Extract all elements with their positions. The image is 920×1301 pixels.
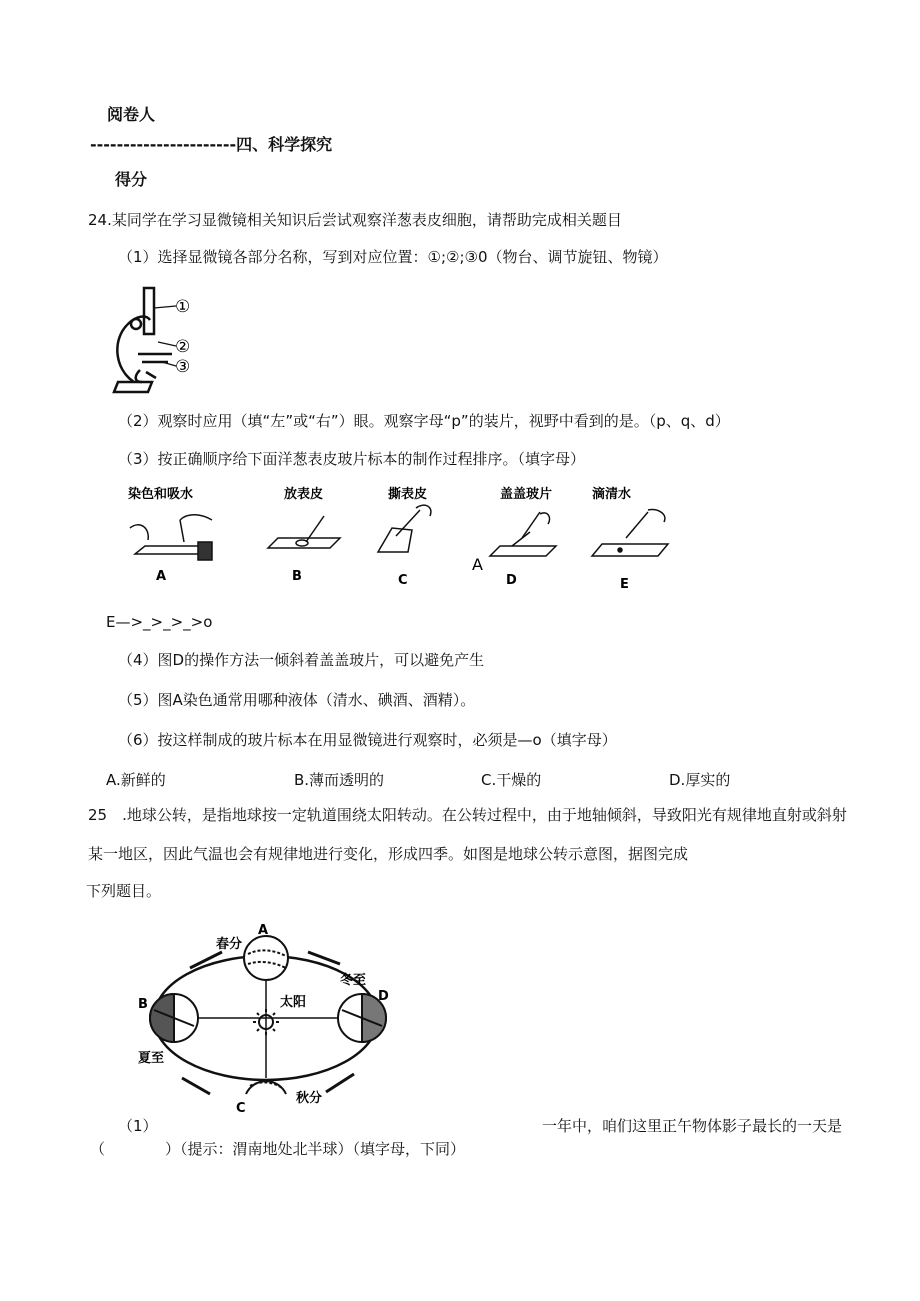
step-e-drawing — [592, 510, 668, 556]
label-a: A — [258, 923, 269, 938]
label-b: B — [138, 997, 148, 1012]
step-d-letter: D — [506, 573, 517, 588]
q25-line2: 某一地区，因此气温也会有规律地进行变化，形成四季。如图是地球公转示意图，据图完成 — [88, 845, 689, 863]
step-d-title: 盖盖玻片 — [500, 487, 553, 502]
reviewer-label: 阅卷人 — [107, 105, 156, 124]
microscope-label-2: ② — [175, 337, 191, 357]
label-winter: 冬至 — [340, 973, 367, 988]
earth-c-icon — [246, 1081, 286, 1094]
q24-part4: （4）图D的操作方法一倾斜着盖盖玻片，可以避免产生 — [118, 651, 485, 669]
step-a-title: 染色和吸水 — [128, 487, 194, 502]
step-c-title: 撕表皮 — [388, 487, 428, 502]
earth-orbit-diagram — [130, 918, 400, 1114]
step-b-drawing — [268, 516, 340, 548]
q24-stem: 24.某同学在学习显微镜相关知识后尝试观察洋葱表皮细胞，请帮助完成相关题目 — [88, 211, 622, 229]
label-autumn: 秋分 — [296, 1091, 323, 1106]
q25-sub1-number: （1） — [118, 1117, 158, 1135]
q24-part2: （2）观察时应用（填“左”或“右”）眼。观察字母“p”的装片，视野中看到的是。（p、q、d） — [118, 412, 730, 430]
option-d: D.厚实的 — [669, 771, 731, 789]
label-d: D — [378, 989, 389, 1004]
q25-sub1-answer-line: （ ）（提示：渭南地处北半球）（填字母，下同） — [90, 1140, 466, 1158]
option-a: A.新鲜的 — [106, 771, 166, 789]
label-summer: 夏至 — [138, 1051, 165, 1066]
step-d-drawing — [490, 512, 556, 556]
q24-part3: （3）按正确顺序给下面洋葱表皮玻片标本的制作过程排序。（填字母） — [118, 450, 586, 468]
microscope-label-3: ③ — [175, 357, 191, 377]
q24-part6: （6）按这样制成的玻片标本在用显微镜进行观察时，必须是—o（填字母） — [118, 731, 617, 749]
slide-steps-figure — [120, 480, 680, 598]
stray-letter: A — [472, 555, 483, 574]
section-title: ----------------------四、科学探究 — [90, 135, 333, 154]
microscope-figure — [104, 284, 214, 396]
q24-part5: （5）图A染色通常用哪种液体（清水、碘酒、酒精）。 — [118, 691, 476, 709]
q24-part1: （1）选择显微镜各部分名称，写到对应位置：①;②;③0（物台、调节旋钮、物镜） — [118, 248, 668, 266]
microscope-label-1: ① — [175, 297, 191, 317]
score-label: 得分 — [115, 170, 148, 189]
option-c: C.干燥的 — [481, 771, 542, 789]
step-a-letter: A — [156, 569, 167, 584]
step-a-drawing — [130, 515, 212, 560]
order-answer-line: E—>_>_>_>o — [106, 613, 213, 631]
option-b: B.薄而透明的 — [294, 771, 385, 789]
step-c-drawing — [378, 505, 431, 552]
step-e-letter: E — [620, 577, 629, 592]
q25-line1: 25 .地球公转，是指地球按一定轨道围绕太阳转动。在公转过程中，由于地轴倾斜，导致阳光有规律地直射或斜射 — [88, 806, 847, 824]
label-c: C — [236, 1101, 246, 1114]
earth-a-icon — [244, 936, 288, 980]
step-b-title: 放表皮 — [284, 487, 324, 502]
q25-line3: 下列题目。 — [86, 882, 162, 900]
step-e-title: 滴清水 — [592, 487, 632, 502]
step-b-letter: B — [292, 569, 302, 584]
q25-sub1-text: 一年中，咱们这里正午物体影子最长的一天是 — [542, 1117, 843, 1135]
earth-b-icon — [150, 994, 198, 1042]
step-c-letter: C — [398, 573, 408, 588]
label-spring: 春分 — [216, 937, 243, 952]
label-sun: 太阳 — [280, 995, 307, 1010]
